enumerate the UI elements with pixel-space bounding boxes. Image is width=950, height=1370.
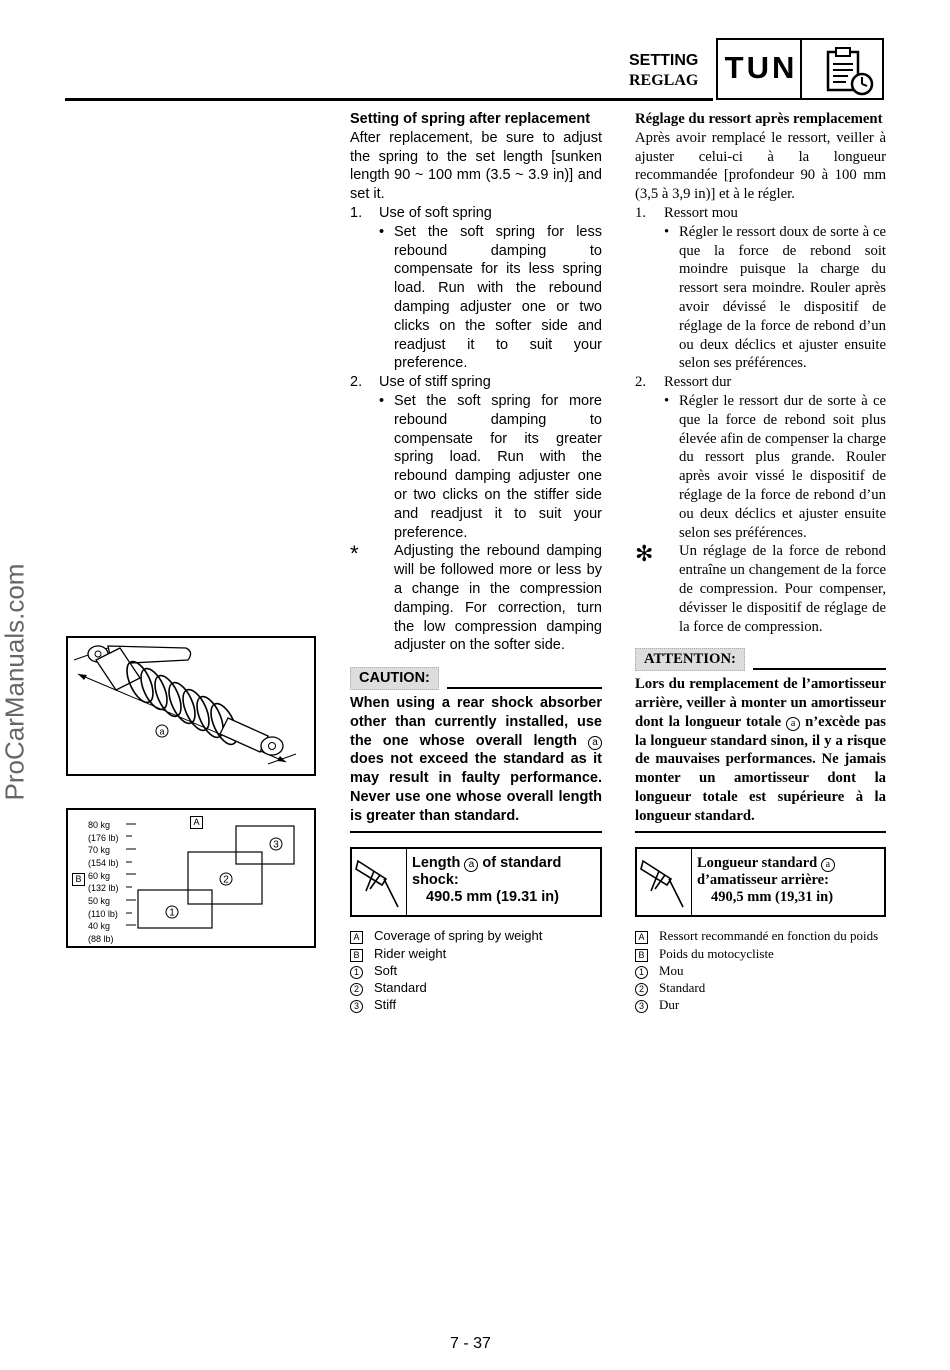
spring-weight-chart bbox=[66, 808, 316, 948]
caliper-icon bbox=[637, 849, 692, 915]
weight-label: 60 kg bbox=[88, 871, 111, 881]
weight-label: 50 kg bbox=[88, 896, 111, 906]
spec-box: Length a of standard shock: 490.5 mm (19.31 in) bbox=[350, 847, 602, 917]
zone-3: 3 bbox=[273, 839, 279, 851]
shock-absorber-figure bbox=[66, 636, 316, 776]
section-code: TUN bbox=[724, 50, 798, 85]
bullet-text: • Set the soft spring for more rebound damping to compensate for its greater spring load. Run with the rebound damping adjuster one or two clicks on the stiffer side and readjust it to suit your preference. bbox=[379, 392, 602, 541]
zone-1: 1 bbox=[169, 907, 175, 919]
weight-label: 70 kg bbox=[88, 845, 111, 855]
note-text: ✻ Un réglage de la force de rebond entraîne un changement de la force de compression. Pour compenser, dévisser le dispositif de réglage de la force de compression. bbox=[635, 541, 886, 635]
caution-label: CAUTION: bbox=[350, 667, 439, 690]
caliper-icon bbox=[352, 849, 407, 915]
weight-label: (88 lb) bbox=[88, 934, 114, 944]
spec-box: Longueur standard a d’amatisseur arrière: 490,5 mm (19,31 in) bbox=[635, 847, 886, 917]
weight-label: (154 lb) bbox=[88, 858, 119, 868]
spec-label: shock: bbox=[412, 872, 459, 889]
spec-value: 490.5 mm (19.31 in) bbox=[426, 889, 559, 906]
caution-header bbox=[635, 648, 886, 671]
english-column bbox=[350, 110, 602, 1014]
bullet-text: • Régler le ressort dur de sorte à ce que la force de rebond soit plus élevée afin de compenser la charge du ressort plus grande. Rouler après avoir vissé le dispositif de réglage de la force de rebond d’un ou deux déclics et ajuster ensuite selon ses préférences. bbox=[664, 392, 886, 541]
spec-label: Length bbox=[412, 855, 461, 872]
list-item: 2. Ressort dur bbox=[635, 374, 732, 391]
spec-value: 490,5 mm (19,31 in) bbox=[711, 889, 834, 906]
intro-text: Après avoir remplacé le ressort, veiller à ajuster celui-ci à la longueur recommandée [profondeur 90 à 100 mm (3,5 à 3,9 in)] et à le régler. bbox=[635, 129, 886, 203]
intro-text: After replacement, be sure to adjust the spring to the set length [sunken length 90 ~ 100 mm (3.5 ~ 3.9 in)] and set it. bbox=[350, 129, 602, 203]
caution-text: When using a rear shock absorber other than currently installed, use the one whose overall length a does not exceed the standard as it may result in faulty performance. Never use one whose overall length is greater than standard. bbox=[350, 694, 602, 834]
caution-text: Lors du remplacement de l’amortisseur arrière, veiller à monter un amortisseur dont la longueur totale a n’excède pas la longueur standard sinon, il y a risque de mauvaises performances. Ne jamais monter un amortisseur dont la longueur totale est supérieure à la longueur standard. bbox=[635, 675, 886, 833]
list-item: 2. Use of stiff spring bbox=[350, 374, 491, 391]
callout-a: a bbox=[159, 726, 165, 737]
note-text: * Adjusting the rebound damping will be followed more or less by a change in the compression damping. For correction, turn the low compression damping adjuster on the softer side. bbox=[350, 541, 602, 654]
weight-label: 80 kg bbox=[88, 820, 111, 830]
section-code-divider bbox=[800, 38, 802, 100]
section-title-en: SETTING bbox=[629, 52, 699, 69]
french-column bbox=[635, 110, 886, 1014]
caution-label: ATTENTION: bbox=[635, 648, 745, 671]
weight-label: (176 lb) bbox=[88, 833, 119, 843]
caution-header bbox=[350, 667, 602, 690]
clipboard-stopwatch-icon bbox=[822, 44, 878, 103]
zone-2: 2 bbox=[223, 874, 229, 886]
list-item: 1. Use of soft spring bbox=[350, 204, 492, 221]
section-title-fr: REGLAG bbox=[629, 72, 699, 89]
weight-label: (132 lb) bbox=[88, 883, 119, 893]
label-b: B bbox=[72, 873, 85, 886]
legend: A Coverage of spring by weight B Rider weight 1 Soft 2 Standard 3 Stiff bbox=[350, 927, 602, 1013]
page-number: 7 - 37 bbox=[450, 1335, 491, 1352]
legend: A Ressort recommandé en fonction du poids B Poids du motocycliste 1 Mou 2 Standard 3 Dur bbox=[635, 927, 886, 1013]
bullet-text: • Régler le ressort doux de sorte à ce que la force de rebond soit moindre puisque la charge du ressort sera moindre. Rouler après avoir dévissé le dispositif de réglage de la force de rebond d’un ou deux déclics et ajuster ensuite selon ses préférences. bbox=[664, 223, 886, 372]
list-item: 1. Ressort mou bbox=[635, 204, 738, 221]
spec-label: d’amatisseur arrière: bbox=[697, 872, 829, 889]
watermark: ProCarManuals.com bbox=[0, 563, 30, 801]
section-heading: Setting of spring after replacement bbox=[350, 111, 591, 127]
section-heading: Réglage du ressort après remplacement bbox=[635, 111, 883, 127]
weight-label: 40 kg bbox=[88, 921, 111, 931]
weight-label: (110 lb) bbox=[88, 909, 118, 919]
spec-label: Longueur standard bbox=[697, 855, 818, 872]
bullet-text: • Set the soft spring for less rebound damping to compensate for its less spring load. Run with the rebound damping adjuster one or two clicks on the softer side and readjust it to suit your preference. bbox=[379, 223, 602, 372]
header-rule bbox=[65, 98, 713, 101]
label-a: A bbox=[190, 816, 203, 829]
